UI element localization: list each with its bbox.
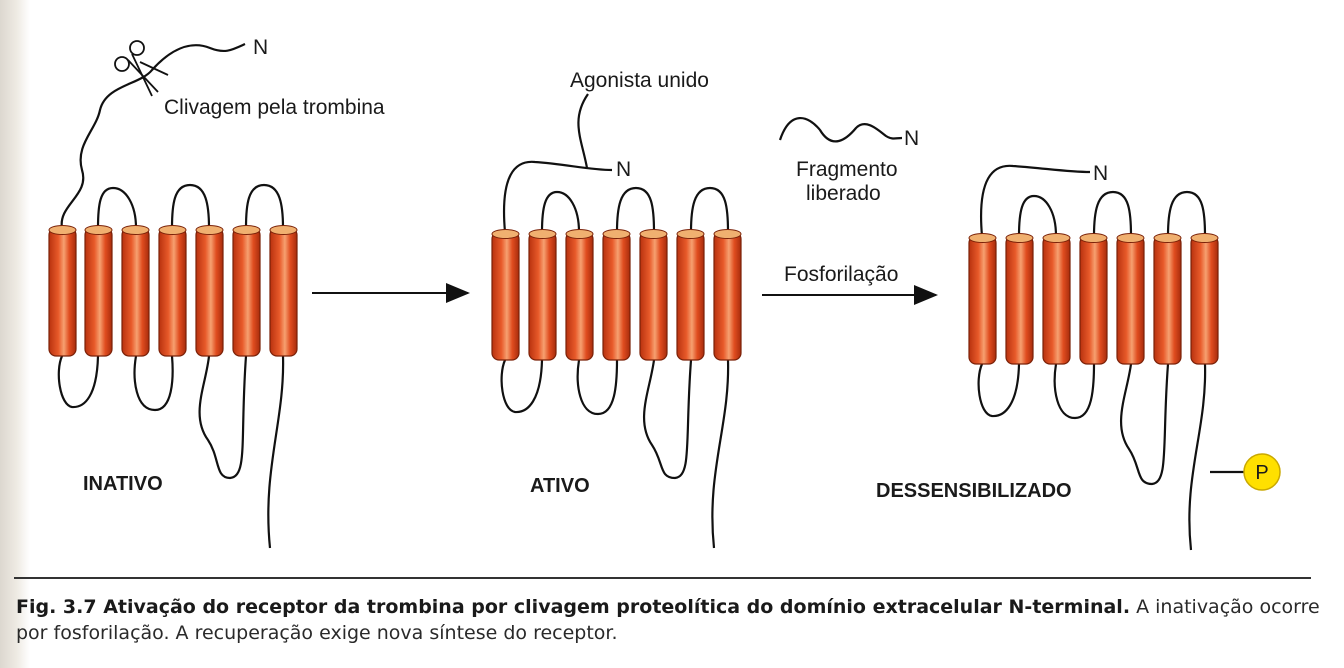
helix bbox=[122, 226, 149, 357]
loop-ec-3 bbox=[246, 185, 283, 228]
figure-caption bbox=[16, 594, 1326, 646]
c-terminal-tail bbox=[1189, 364, 1205, 550]
loop-ec-1 bbox=[542, 192, 579, 232]
fragment-label-line2: liberado bbox=[806, 182, 881, 205]
released-fragment bbox=[780, 118, 902, 141]
helices-desensitized bbox=[969, 234, 1218, 365]
caption-divider bbox=[14, 577, 1311, 579]
helices-active bbox=[492, 230, 741, 361]
loop-ic-3 bbox=[200, 356, 246, 478]
helix bbox=[1191, 234, 1218, 365]
helix bbox=[159, 226, 186, 357]
helix bbox=[196, 226, 223, 357]
helix bbox=[1006, 234, 1033, 365]
helix bbox=[1080, 234, 1107, 365]
helix bbox=[640, 230, 667, 361]
c-terminal-tail bbox=[712, 360, 728, 548]
helix bbox=[270, 226, 297, 357]
n-terminal-label: N bbox=[904, 127, 920, 150]
helix bbox=[1154, 234, 1181, 365]
agonist-tail bbox=[504, 162, 612, 232]
loop-ec-2 bbox=[617, 188, 654, 232]
state-label-active: ATIVO bbox=[530, 475, 590, 497]
c-terminal-tail bbox=[268, 356, 283, 548]
loop-ec-3 bbox=[1168, 192, 1205, 236]
loop-ic-2 bbox=[1055, 364, 1094, 418]
loop-ic-1 bbox=[979, 364, 1019, 416]
n-terminal-label: N bbox=[253, 36, 269, 59]
loop-ec-2 bbox=[172, 185, 209, 228]
state-label-desensitized: DESSENSIBILIZADO bbox=[876, 480, 1072, 502]
helix bbox=[233, 226, 260, 357]
phosphate-label: P bbox=[1255, 462, 1269, 484]
n-terminal-tail bbox=[62, 44, 245, 228]
loop-ic-1 bbox=[59, 356, 98, 407]
loop-ic-3 bbox=[644, 360, 691, 478]
helix bbox=[492, 230, 519, 361]
n-terminal-label: N bbox=[616, 158, 632, 181]
helix bbox=[1117, 234, 1144, 365]
loop-ic-2 bbox=[135, 356, 173, 410]
agonist-tail bbox=[981, 166, 1090, 236]
helix bbox=[566, 230, 593, 361]
n-terminal-label: N bbox=[1093, 162, 1109, 185]
caption-title: Fig. 3.7 Ativação do receptor da trombina por clivagem proteolítica do domínio extracelular N-terminal. bbox=[16, 596, 1131, 618]
helix bbox=[969, 234, 996, 365]
loop-ic-2 bbox=[578, 360, 617, 414]
helix bbox=[49, 226, 76, 357]
loop-ic-1 bbox=[502, 360, 542, 412]
loop-ic-3 bbox=[1121, 364, 1168, 484]
loop-ec-1 bbox=[1019, 196, 1056, 236]
helices-inactive bbox=[49, 226, 297, 357]
state-label-inactive: INATIVO bbox=[83, 473, 163, 495]
loop-ec-2 bbox=[1094, 192, 1131, 236]
helix bbox=[85, 226, 112, 357]
loop-ec-1 bbox=[98, 188, 136, 228]
agonist-pointer bbox=[578, 94, 588, 168]
helix bbox=[1043, 234, 1070, 365]
caption-body: A inativação ocorre por fosforilação. A recuperação exige nova síntese do receptor. bbox=[16, 596, 1320, 644]
phosphorylation-label: Fosforilação bbox=[784, 263, 899, 286]
helix bbox=[677, 230, 704, 361]
loop-ec-3 bbox=[691, 188, 728, 232]
helix bbox=[603, 230, 630, 361]
fragment-label-line1: Fragmento bbox=[796, 158, 898, 181]
phosphate-group bbox=[1244, 454, 1280, 490]
helix bbox=[529, 230, 556, 361]
helix bbox=[714, 230, 741, 361]
agonist-label: Agonista unido bbox=[570, 69, 709, 92]
cleavage-label: Clivagem pela trombina bbox=[164, 96, 385, 119]
